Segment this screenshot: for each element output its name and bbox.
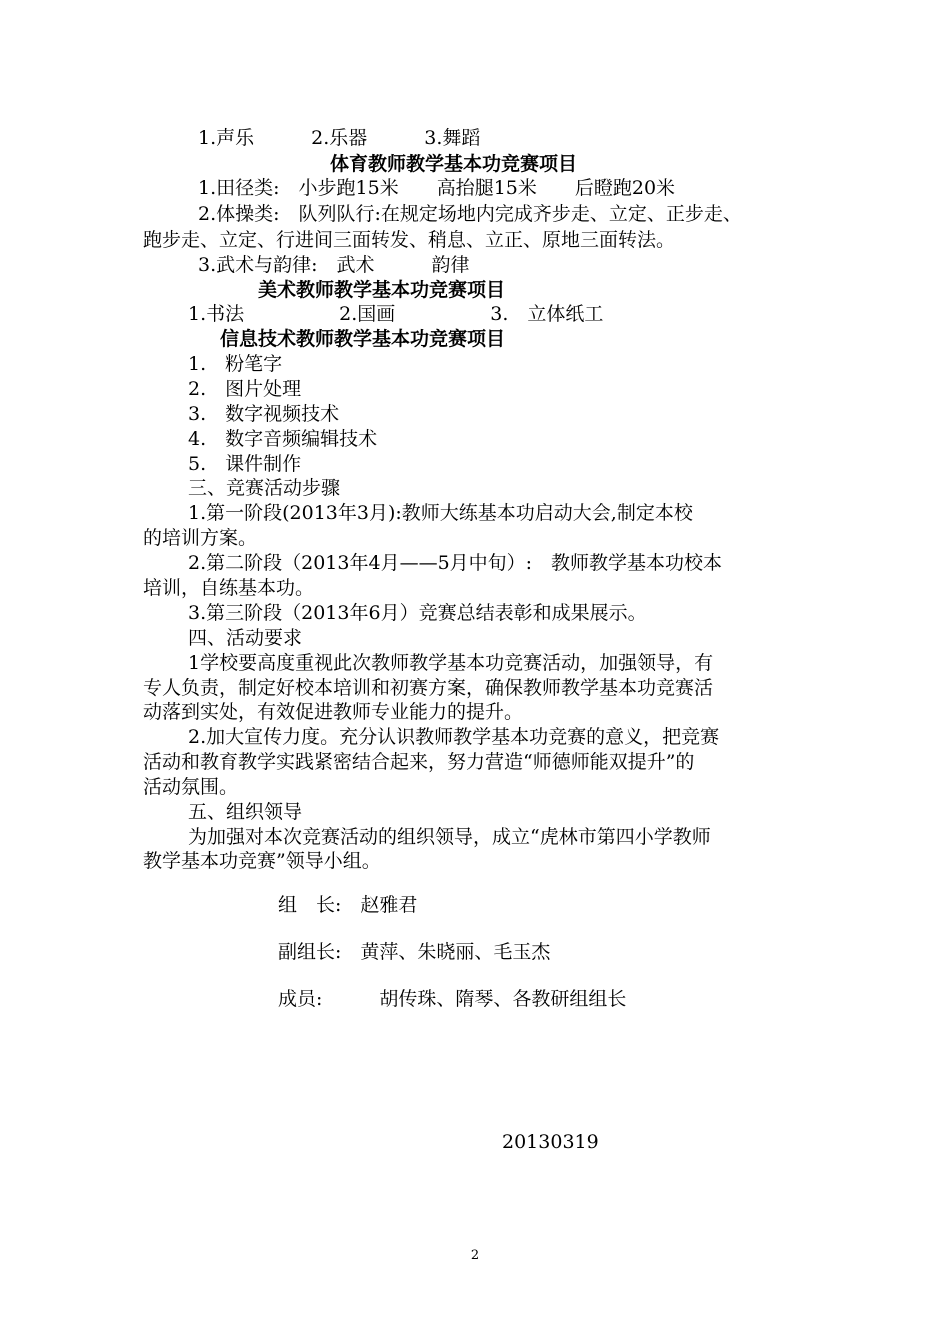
it-section-title: 信息技术教师教学基本功竞赛项目 <box>220 328 506 350</box>
requirement-1-line-2: 专人负责，制定好校本培训和初赛方案，确保教师教学基本功竞赛活 <box>143 677 714 699</box>
art-items: 1.书法 2.国画 3. 立体纸工 <box>188 303 604 325</box>
deputy-leaders: 副组长: 黄萍、朱晓丽、毛玉杰 <box>278 941 551 963</box>
pe-item-1: 1.田径类: 小步跑15米 高抬腿15米 后瞪跑20米 <box>198 177 676 199</box>
it-item-5: 5. 课件制作 <box>188 453 302 475</box>
music-items: 1.声乐 2.乐器 3.舞蹈 <box>198 127 481 149</box>
leadership-intro-line-2: 教学基本功竞赛”领导小组。 <box>143 850 381 872</box>
art-section-title: 美术教师教学基本功竞赛项目 <box>258 279 506 301</box>
page-number: 2 <box>470 1248 480 1263</box>
document-date: 20130319 <box>502 1131 599 1153</box>
step-1-line-1: 1.第一阶段(2013年3月):教师大练基本功启动大会,制定本校 <box>188 502 693 524</box>
members: 成员: 胡传珠、隋琴、各教研组组长 <box>278 988 627 1010</box>
step-1-line-2: 的培训方案。 <box>143 527 258 549</box>
it-item-2: 2. 图片处理 <box>188 378 302 400</box>
requirement-2-line-2: 活动和教育教学实践紧密结合起来，努力营造“师德师能双提升”的 <box>143 751 695 773</box>
step-2-line-2: 培训，自练基本功。 <box>143 577 315 599</box>
pe-item-2-line-2: 跑步走、立定、行进间三面转发、稍息、立正、原地三面转法。 <box>143 229 676 251</box>
it-item-4: 4. 数字音频编辑技术 <box>188 428 378 450</box>
steps-heading: 三、竞赛活动步骤 <box>188 477 341 499</box>
leadership-intro-line-1: 为加强对本次竞赛活动的组织领导，成立“虎林市第四小学教师 <box>188 826 711 848</box>
pe-item-3: 3.武术与韵律: 武术 韵律 <box>198 254 470 276</box>
requirements-heading: 四、活动要求 <box>188 627 303 649</box>
pe-item-2-line-1: 2.体操类: 队列队行:在规定场地内完成齐步走、立定、正步走、 <box>198 203 742 225</box>
it-item-3: 3. 数字视频技术 <box>188 403 340 425</box>
requirement-1-line-3: 动落到实处，有效促进教师专业能力的提升。 <box>143 701 524 723</box>
step-3: 3.第三阶段（2013年6月）竞赛总结表彰和成果展示。 <box>188 602 647 624</box>
step-2-line-1: 2.第二阶段（2013年4月——5月中旬）: 教师教学基本功校本 <box>188 552 723 574</box>
leadership-heading: 五、组织领导 <box>188 801 303 823</box>
requirement-2-line-3: 活动氛围。 <box>143 776 239 798</box>
requirement-1-line-1: 1学校要高度重视此次教师教学基本功竞赛活动，加强领导，有 <box>188 652 714 674</box>
it-item-1: 1. 粉笔字 <box>188 353 283 375</box>
requirement-2-line-1: 2.加大宣传力度。充分认识教师教学基本功竞赛的意义，把竞赛 <box>188 726 720 748</box>
pe-section-title: 体育教师教学基本功竞赛项目 <box>330 153 578 175</box>
group-leader: 组 长: 赵雅君 <box>278 894 418 916</box>
